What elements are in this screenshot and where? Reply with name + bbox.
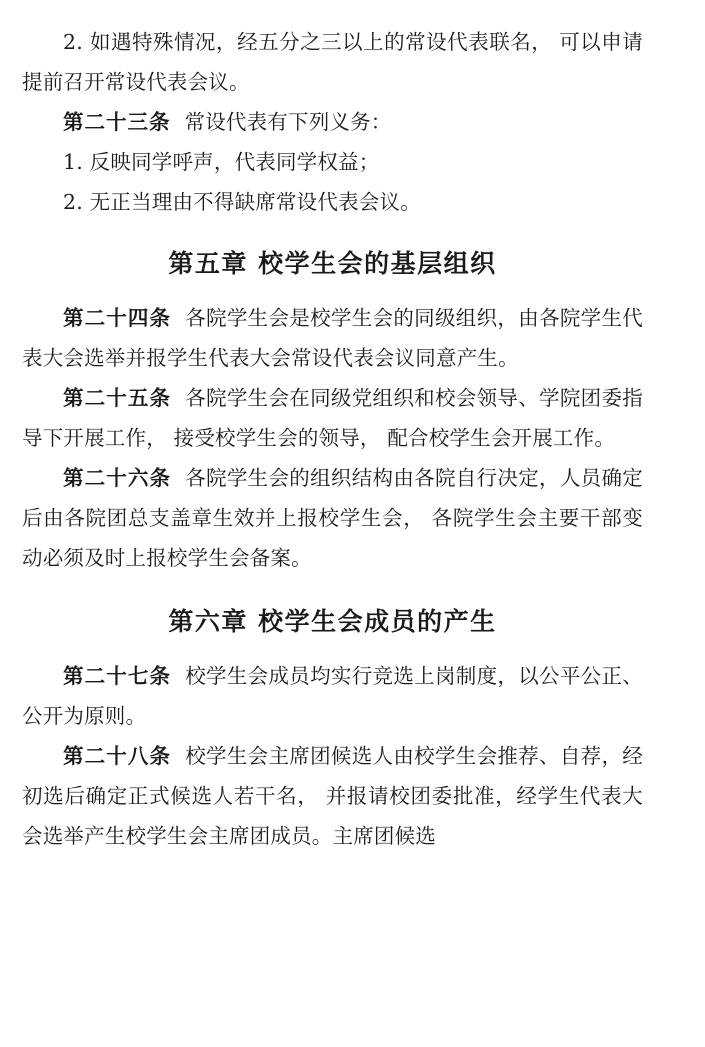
article-24 [22,298,643,378]
spacer-before-chapter-5 [22,222,643,244]
article-26-label: 第二十六条 [63,466,172,490]
article-28 [22,736,643,856]
article-28-label: 第二十八条 [63,744,172,768]
article-25-text: 各院学生会在同级党组织和校会领导、学院团委指导下开展工作， 接受校学生会的领导， 配合校学生会开展工作。 [22,386,643,450]
article-23-label: 第二十三条 [63,110,171,134]
article-23 [22,102,643,142]
article-24-label: 第二十四条 [63,306,172,330]
article-24-text: 各院学生会是校学生会的同级组织，由各院学生代表大会选举并报学生代表大会常设代表会议同意产生。 [22,306,643,370]
spacer-after-chapter-6 [22,638,643,656]
article-25-label: 第二十五条 [63,386,172,410]
article-27-label: 第二十七条 [63,664,172,688]
spacer-before-chapter-6 [22,578,643,602]
article-27 [22,656,643,736]
paragraph-item-2-duty: 2. 无正当理由不得缺席常设代表会议。 [63,190,421,214]
paragraph-item-2-special: 2. 如遇特殊情况，经五分之三以上的常设代表联名， 可以申请提前召开常设代表会议。 [22,30,643,94]
article-23-text: 常设代表有下列义务： [184,110,392,134]
article-26-text: 各院学生会的组织结构由各院自行决定，人员确定后由各院团总支盖章生效并上报校学生会， 各院学生会主要干部变动必须及时上报校学生会备案。 [22,466,643,570]
chapter-heading-5: 第五章 校学生会的基层组织 [168,249,497,278]
spacer-after-chapter-5 [22,280,643,298]
paragraph-item-1-duty: 1. 反映同学呼声，代表同学权益； [63,150,380,174]
article-27-text: 校学生会成员均实行竞选上岗制度，以公平公正、公开为原则。 [22,664,643,728]
article-25 [22,378,643,458]
article-28-text: 校学生会主席团候选人由校学生会推荐、自荐，经初选后确定正式候选人若干名， 并报请校团委批准，经学生代表大会选举产生校学生会主席团成员。主席团候选 [22,744,643,848]
article-26 [22,458,643,578]
chapter-heading-6: 第六章 校学生会成员的产生 [168,607,497,636]
